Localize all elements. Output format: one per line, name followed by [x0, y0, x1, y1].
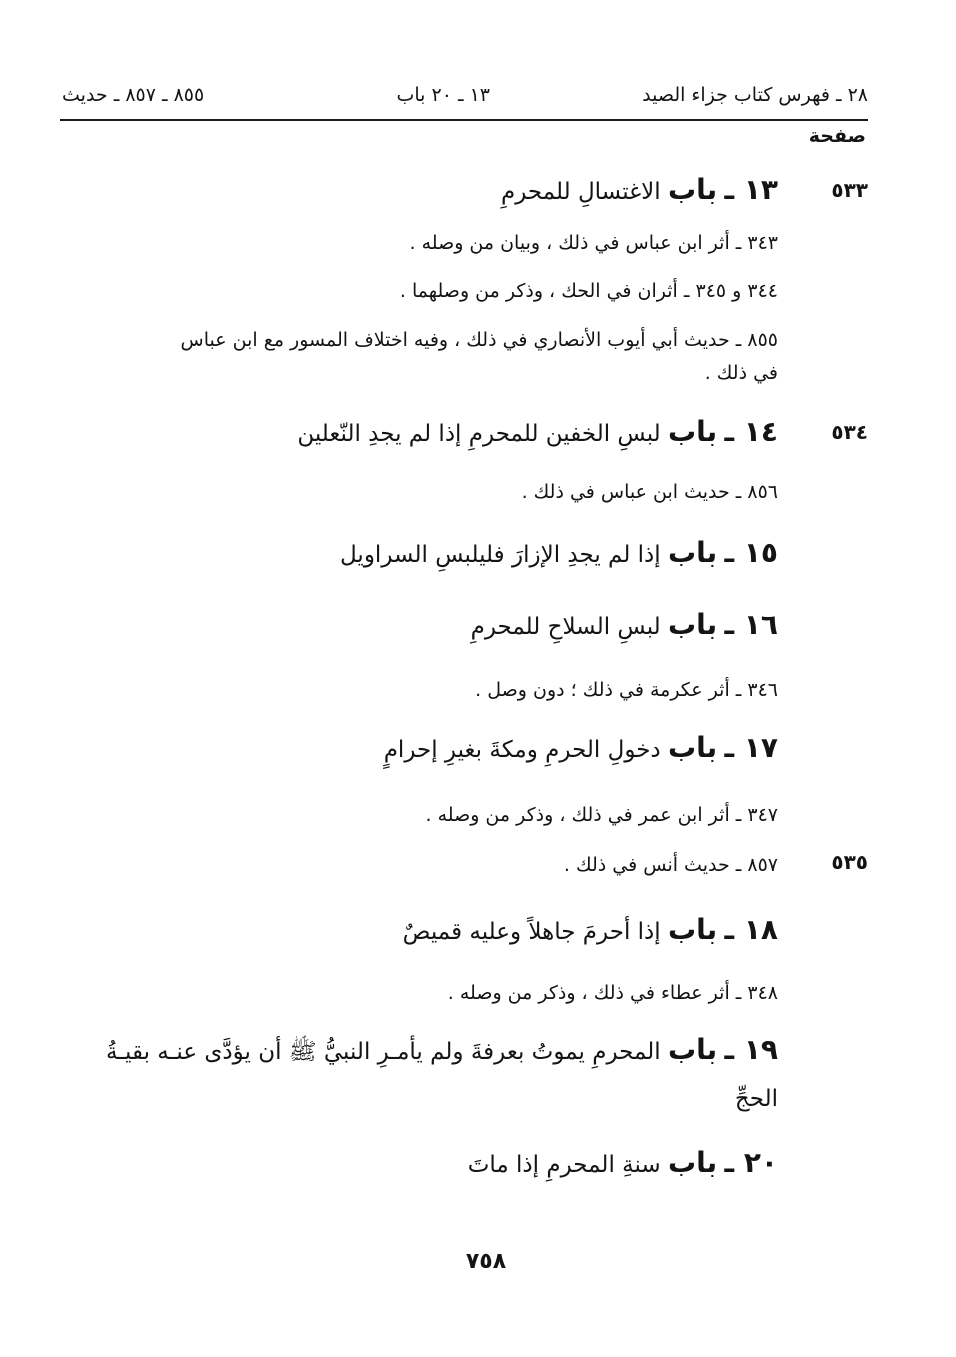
chapter-number: ١٥ ـ — [724, 536, 778, 569]
chapter-title: إذا أحرمَ جاهلاً وعليه قميصٌ — [402, 919, 661, 945]
chapter-number: ١٦ ـ — [724, 608, 778, 641]
index-entry: ٣٤٨ ـ أثر عطاء في ذلك ، وذكر من وصله . — [447, 982, 778, 1004]
index-entry — [62, 323, 778, 390]
chapter-label: باب — [668, 173, 718, 206]
chapter-title: المحرمِ يموتُ بعرفةَ ولم يأمـرِ النبيُّ ﷺ أن يؤدَّى عنـه بقيـةُ — [105, 1039, 661, 1065]
running-header-bab-range: ١٣ ـ ٢٠ باب — [396, 84, 490, 106]
chapter-heading — [62, 531, 778, 577]
index-entry: ٨٥٦ ـ حديث ابن عباس في ذلك . — [521, 481, 778, 503]
page-reference: ٥٣٣ — [831, 178, 868, 202]
chapter-number: ١٧ ـ — [724, 731, 778, 764]
chapter-number: ١٨ ـ — [724, 913, 778, 946]
index-entry: ٣٤٤ و ٣٤٥ ـ أثران في الحك ، وذكر من وصلهما . — [399, 280, 778, 302]
index-entry-text: ٨٥٥ ـ حديث أبي أيوب الأنصاري في ذلك ، وفيه اختلاف المسور مع ابن عباس — [180, 329, 778, 351]
index-entry: ٣٤٦ ـ أثر عكرمة في ذلك ؛ دون وصل . — [475, 679, 778, 701]
running-header-chapter: ٢٨ ـ فهرس كتاب جزاء الصيد — [642, 84, 868, 106]
chapter-label: باب — [668, 415, 718, 448]
chapter-heading — [62, 908, 778, 954]
chapter-heading — [62, 168, 778, 214]
running-header-hadith-range: ٨٥٥ ـ ٨٥٧ ـ حديث — [62, 84, 205, 106]
chapter-heading — [62, 603, 778, 649]
chapter-title: سنةِ المحرمِ إذا ماتَ — [467, 1152, 661, 1178]
chapter-label: باب — [668, 913, 718, 946]
chapter-number: ٢٠ ـ — [724, 1146, 778, 1179]
chapter-label: باب — [668, 1033, 718, 1066]
chapter-heading — [62, 726, 778, 772]
chapter-title: لبسِ السلاحِ للمحرمِ — [470, 614, 661, 640]
chapter-title: لبسِ الخفين للمحرمِ إذا لم يجدِ النّعلين — [297, 421, 661, 447]
chapter-heading — [62, 1141, 778, 1187]
page-reference: ٥٣٤ — [831, 420, 868, 444]
chapter-title: إذا لم يجدِ الإزارَ فليلبسِ السراويل — [340, 542, 661, 568]
chapter-label: باب — [668, 1146, 718, 1179]
page-reference: ٥٣٥ — [831, 850, 868, 874]
chapter-heading — [62, 410, 778, 456]
index-entry: ٣٤٧ ـ أثر ابن عمر في ذلك ، وذكر من وصله . — [425, 804, 778, 826]
chapter-label: باب — [668, 608, 718, 641]
header-rule — [60, 119, 868, 121]
index-entry-continuation: في ذلك . — [704, 362, 778, 384]
chapter-number: ١٤ ـ — [724, 415, 778, 448]
chapter-number: ١٣ ـ — [724, 173, 778, 206]
page-column-label: صفحة — [808, 125, 866, 147]
index-entry: ٣٤٣ ـ أثر ابن عباس في ذلك ، وبيان من وصله . — [409, 232, 778, 254]
chapter-number: ١٩ ـ — [724, 1033, 778, 1066]
index-entry: ٨٥٧ ـ حديث أنس في ذلك . — [563, 854, 778, 876]
chapter-label: باب — [668, 536, 718, 569]
chapter-title: دخولِ الحرمِ ومكةَ بغيرِ إحرامٍ — [383, 737, 661, 763]
chapter-title: الاغتسالِ للمحرمِ — [500, 179, 661, 205]
chapter-title-continuation: الحجِّ — [734, 1086, 778, 1112]
chapter-heading — [62, 1028, 778, 1124]
chapter-label: باب — [668, 731, 718, 764]
page-number: ٧٥٨ — [465, 1249, 507, 1274]
